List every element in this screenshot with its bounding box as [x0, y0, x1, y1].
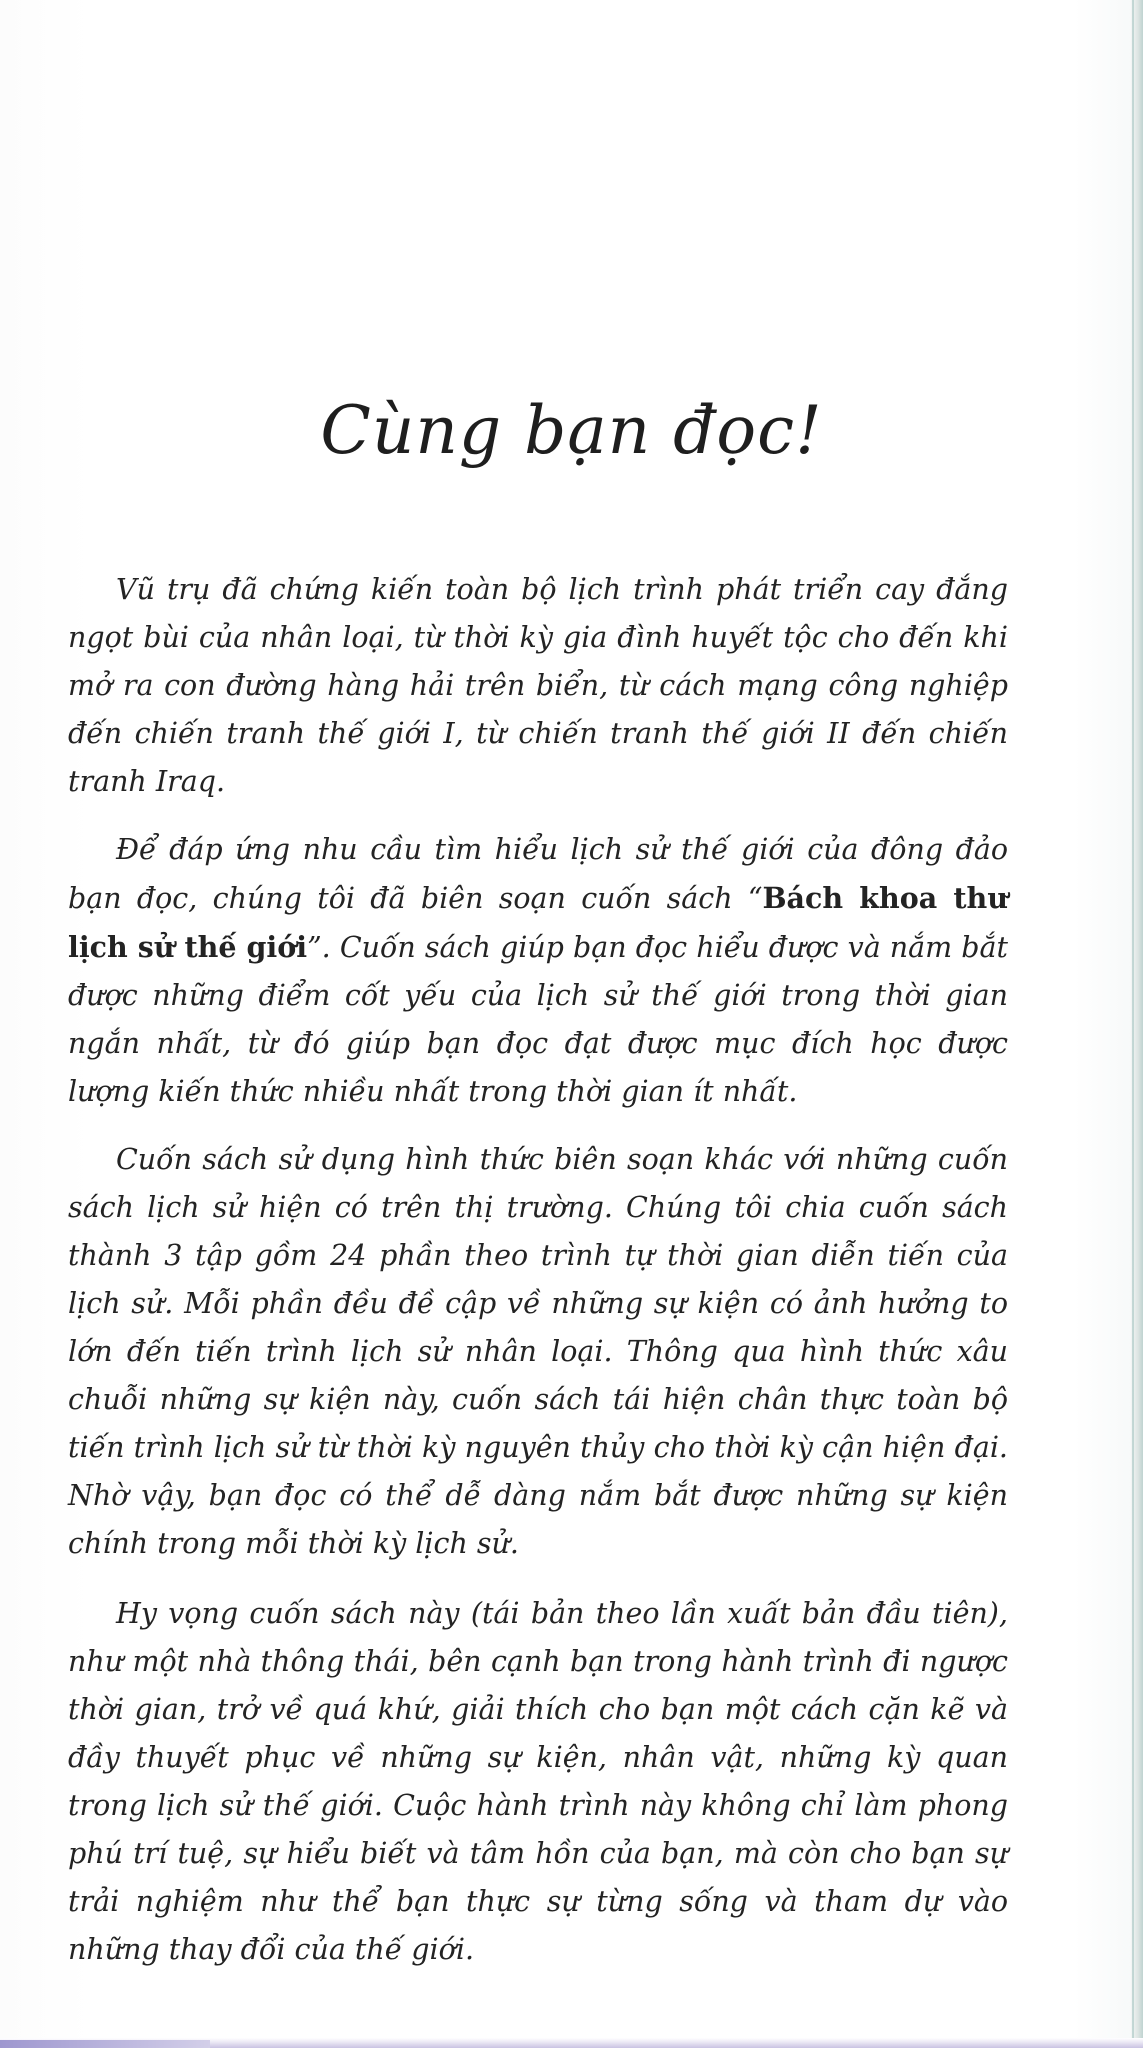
paragraph-2-intro: Để đáp ứng nhu cầu tìm hiểu lịch sử thế giới của đông đảo bạn đọc, chúng tôi đã biên soạn cuốn sách “ [68, 833, 1008, 915]
page-title: Cùng bạn đọc! [320, 392, 823, 469]
paragraph-2-rest: ”. Cuốn sách giúp bạn đọc hiểu được và nắm bắt được những điểm cốt yếu của lịch sử thế giới trong thời gian ngắn nhất, từ đó giúp bạn đọc đạt được mục đích học được lượng kiến thức nhiều nhất trong thời gian ít nhất. [68, 931, 1008, 1108]
paragraph-1: Vũ trụ đã chứng kiến toàn bộ lịch trình phát triển cay đắng ngọt bùi của nhân loại, từ thời kỳ gia đình huyết tộc cho đến khi mở ra con đường hàng hải trên biển, từ cách mạng công nghiệp đến chiến tranh thế giới I, từ chiến tranh thế giới II đến chiến tranh Iraq. [68, 573, 1008, 798]
paragraph-4: Hy vọng cuốn sách này (tái bản theo lần xuất bản đầu tiên), như một nhà thông thái, bên cạnh bạn trong hành trình đi ngược thời gian, trở về quá khứ, giải thích cho bạn một cách cặn kẽ và đầy thuyết phục về những sự kiện, nhân vật, những kỳ quan trong lịch sử thế giới. Cuộc hành trình này không chỉ làm phong phú trí tuệ, sự hiểu biết và tâm hồn của bạn, mà còn cho bạn sự trải nghiệm như thể bạn thực sự từng sống và tham dự vào những thay đổi của thế giới. [68, 1597, 1008, 1966]
book-title: Bách khoa thư lịch sử thế giới [68, 881, 1008, 964]
page-bottom-shadow [0, 2040, 210, 2048]
page-binding-line [1132, 0, 1134, 2048]
paragraph-3: Cuốn sách sử dụng hình thức biên soạn khác với những cuốn sách lịch sử hiện có trên thị trường. Chúng tôi chia cuốn sách thành 3 tập gồm 24 phần theo trình tự thời gian diễn tiến của lịch sử. Mỗi phần đều đề cập về những sự kiện có ảnh hưởng to lớn đến tiến trình lịch sử nhân loại. Thông qua hình thức xâu chuỗi những sự kiện này, cuốn sách tái hiện chân thực toàn bộ tiến trình lịch sử từ thời kỳ nguyên thủy cho thời kỳ cận hiện đại. Nhờ vậy, bạn đọc có thể dễ dàng nắm bắt được những sự kiện chính trong mỗi thời kỳ lịch sử. [68, 1143, 1008, 1560]
preface-body [68, 566, 1008, 1994]
paragraph-2 [68, 826, 1008, 1116]
